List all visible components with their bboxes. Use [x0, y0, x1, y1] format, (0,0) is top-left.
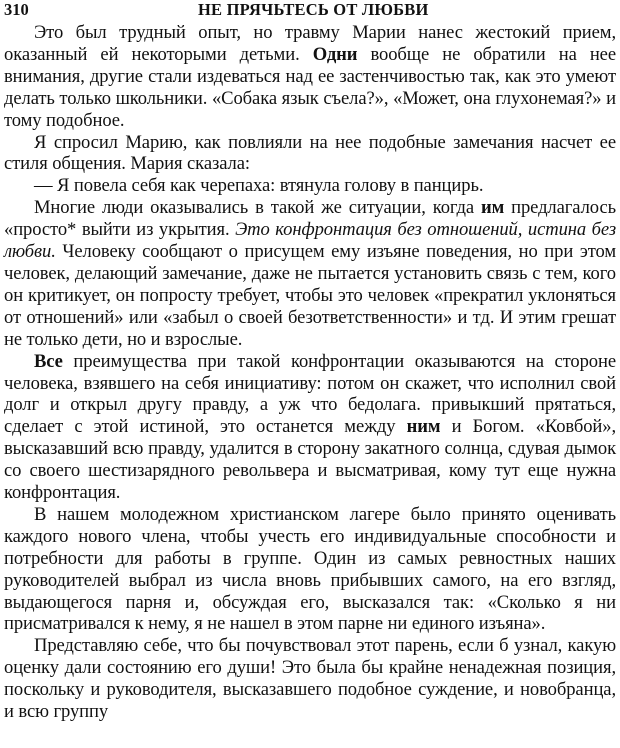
running-title: НЕ ПРЯЧЬТЕСЬ ОТ ЛЮБВИ: [198, 0, 429, 19]
paragraph-1: [4, 22, 616, 132]
paragraph-5: [4, 351, 616, 504]
page-number: 310: [4, 0, 29, 19]
bold-word: Все: [34, 350, 63, 372]
text-run: предлагалось «просто* выйти из укрытия.: [4, 197, 616, 241]
text-run: В нашем молодежном христианском лагере было принято оценивать каждого нового члена, чтобы учесть его индивидуальные способности и потребности для работы в группе. Один из самых ревностных наших руководителей выбрал из числа вновь прибывших самого, на его взгляд, выдающегося парня и, обсуждая его, высказался так: «Сколько я ни присматривался к нему, я не нашел в этом парне ни единого изъяна».: [4, 503, 616, 635]
text-run: Это был трудный опыт, но травму Марии нанес жестокий прием, оказанный ей некоторыми детьми.: [4, 22, 616, 65]
paragraph-7: [4, 635, 616, 723]
italic-phrase: Это конфронтация без отношений, истина без любви.: [4, 219, 616, 263]
book-page: [4, 0, 616, 748]
paragraph-6: [4, 504, 616, 635]
bold-word: им: [480, 197, 505, 219]
paragraph-4: [4, 197, 616, 350]
text-run: преимущества при такой конфронтации оказываются на стороне человека, взявшего на себя инициативу: потом он скажет, что исполнил свой долг и открыл другу правду, а уж что бедолага. привыкший прятаться, сделает с этой истиной, это останется между: [4, 350, 616, 438]
text-run: Человеку сообщают о присущем ему изъяне поведения, но при этом человек, делающий замечание, даже не пытается установить связь с тем, кого он критикует, он попросту требует, чтобы это человек «прекратил уклоняться от отношений» или «забыл о своей безответственности» и тд. И этим грешат не только дети, но и взрослые.: [4, 241, 616, 350]
text-run: Многие люди оказывались в такой же ситуации, когда: [34, 197, 481, 219]
text-run: Я спросил Марию, как повлияли на нее подобные замечания насчет ее стиля общения. Мария сказала:: [4, 131, 616, 175]
paragraph-3-quote: [4, 175, 616, 197]
page-header: [4, 0, 616, 22]
text-run: вообще не обратили на нее внимания, другие стали издеваться над ее застенчивостью так, как это умеют делать только школьники. «Собака язык съела?», «Может, она глухонемая?» и тому подобное.: [4, 43, 616, 131]
bold-word: Одни: [312, 43, 358, 65]
bold-word: ним: [406, 416, 441, 438]
text-run: и Богом. «Ковбой», высказавший всю правду, удалится в сторону закатного солнца, сдувая дымок со своего шестизарядного револьвера и высматривая, кому тут еще нужна конфронтация.: [4, 416, 617, 504]
body-text: [4, 22, 616, 723]
paragraph-2: [4, 132, 616, 176]
text-run: — Я повела себя как черепаха: втянула голову в панцирь.: [34, 175, 484, 197]
text-run: Представляю себе, что бы почувствовал этот парень, если б узнал, какую оценку дали состоянию его души! Это была бы крайне ненадежная позиция, поскольку и руководителя, высказавшего подобное суждение, и новобранца, и всю группу: [4, 635, 616, 723]
